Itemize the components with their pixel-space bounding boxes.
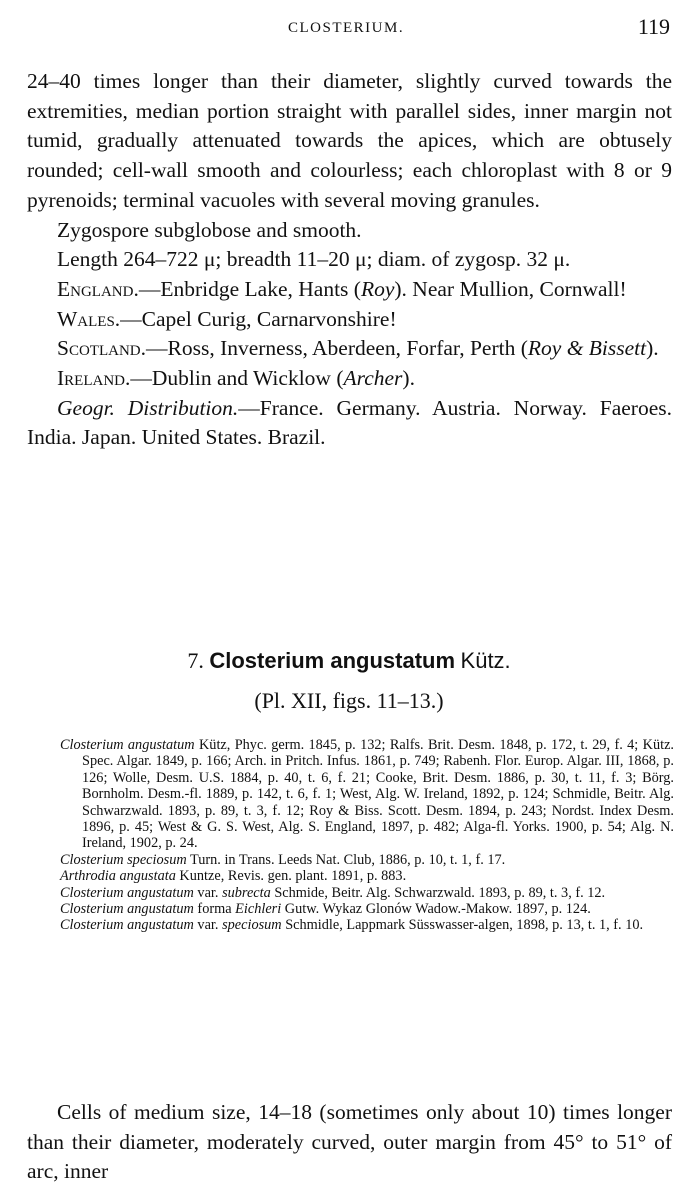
distribution-wales: Wales.—Capel Curig, Carnarvonshire!	[57, 306, 397, 331]
description-paragraph: Cells of medium size, 14–18 (sometimes only about 10) times longer than their diameter, moderately curved, outer margin from 45° to 51° of arc, inner	[27, 1100, 672, 1184]
region-label: England.	[57, 276, 139, 301]
measurements-paragraph: Length 264–722 μ; breadth 11–20 μ; diam. of zygosp. 32 μ.	[57, 247, 571, 272]
zygospore-paragraph: Zygospore subglobose and smooth.	[57, 217, 362, 242]
synonymy-list	[60, 737, 674, 934]
distribution-ireland: Ireland.—Dublin and Wicklow (Archer).	[57, 366, 415, 391]
species-author: Kütz.	[460, 648, 511, 673]
species-number: 7.	[187, 648, 204, 673]
synonym-entry: Closterium angustatum var. speciosum Schmidle, Lappmark Süsswasser-algen, 1898, p. 13, t. 1, f. 10.	[60, 917, 644, 934]
running-head: CLOSTERIUM.	[288, 20, 405, 36]
region-label: Wales.	[57, 306, 121, 331]
synonym-entry: Closterium speciosum Turn. in Trans. Leeds Nat. Club, 1886, p. 10, t. 1, f. 17.	[60, 851, 506, 868]
page-header	[0, 14, 698, 44]
species-name: Closterium angustatum	[209, 648, 456, 673]
page-number: 119	[637, 14, 670, 39]
species-description	[27, 1098, 672, 1187]
species-description-continued	[27, 67, 672, 453]
geographic-distribution: Geogr. Distribution.—France. Germany. Austria. Norway. Faeroes. India. Japan. United States. Brazil.	[27, 395, 673, 450]
distribution-scotland: Scotland.—Ross, Inverness, Aberdeen, Forfar, Perth (Roy & Bissett).	[57, 336, 659, 361]
species-heading	[0, 648, 698, 674]
region-label: Geogr. Distribution.	[57, 395, 239, 420]
synonym-entry: Closterium angustatum Kütz, Phyc. germ. 1845, p. 132; Ralfs. Brit. Desm. 1848, p. 172, t. 29, f. 4; Kütz. Spec. Algar. 1849, p. 166; Arch. in Pritch. Infus. 1861, p. 749; Rabenh. Flor. Europ. Algar. III, 1868, p. 126; Wolle, Desm. U.S. 1884, p. 40, t. 6, f. 21; Cooke, Brit. Desm. 1886, p. 30, t. 11, f. 3; Börg. Bornholm. Desm.-fl. 1889, p. 142, t. 6, f. 1; West, Alg. W. Ireland, 1892, p. 124; Schmidle, Beitr. Alg. Schwarzwald. 1893, p. 89, t. 3, f. 12; Roy & Biss. Scott. Desm. 1894, p. 243; Nordst. Index Desm. 1896, p. 45; West & G. S. West, Alg. S. England, 1897, p. 482; Alga-fl. Yorks. 1900, p. 54; Alg. N. Ireland, 1902, p. 24.	[60, 737, 674, 852]
description-paragraph: 24–40 times longer than their diameter, slightly curved towards the extremities, median portion straight with parallel sides, inner margin not tumid, gradually attenuated towards the apices, which are obtusely rounded; cell-wall smooth and colourless; each chloroplast with 8 or 9 pyrenoids; terminal vacuoles with several moving granules.	[27, 69, 672, 212]
synonym-entry: Closterium angustatum forma Eichleri Gutw. Wykaz Glonów Wadow.-Makow. 1897, p. 124.	[60, 901, 591, 918]
distribution-england: England.—Enbridge Lake, Hants (Roy). Near Mullion, Cornwall!	[57, 276, 627, 301]
synonym-entry: Arthrodia angustata Kuntze, Revis. gen. plant. 1891, p. 883.	[60, 868, 407, 885]
region-label: Ireland.	[57, 366, 131, 391]
plate-reference: (Pl. XII, figs. 11–13.)	[254, 688, 444, 713]
synonym-entry: Closterium angustatum var. subrecta Schmide, Beitr. Alg. Schwarzwald. 1893, p. 89, t. 3, f. 12.	[60, 884, 606, 901]
region-label: Scotland.	[57, 336, 146, 361]
